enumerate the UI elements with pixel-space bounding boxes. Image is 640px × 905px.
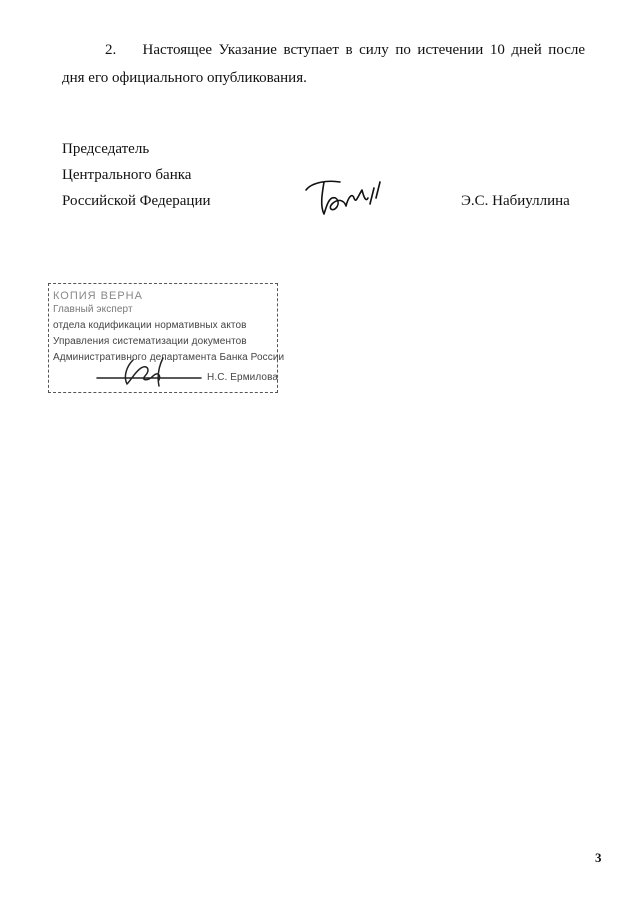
stamp-line: КОПИЯ ВЕРНА (53, 290, 143, 302)
stamp-line: отдела кодификации нормативных актов (53, 320, 247, 331)
stamp-line: Главный эксперт (53, 304, 133, 315)
stamp-signer-name: Н.С. Ермилова (207, 372, 279, 383)
stamp-signature (93, 354, 203, 388)
signatory-title-line: Российской Федерации (62, 193, 211, 209)
signatory-title-line: Центрального банка (62, 167, 192, 183)
signatory-name: Э.С. Набиуллина (461, 193, 570, 209)
page-number: 3 (595, 850, 602, 865)
paragraph-2-line-2: дня его официального опубликования. (62, 70, 307, 86)
paragraph-2-line-1: 2. Настоящее Указание вступает в силу по истечении 10 дней после (105, 42, 585, 58)
handwritten-signature (298, 168, 398, 220)
certification-stamp (48, 283, 285, 393)
stamp-line: Административного департамента Банка России (53, 352, 285, 363)
signatory-title (62, 136, 211, 214)
signatory-title-line: Председатель (62, 141, 150, 157)
stamp-line: Управления систематизации документов (53, 336, 247, 347)
